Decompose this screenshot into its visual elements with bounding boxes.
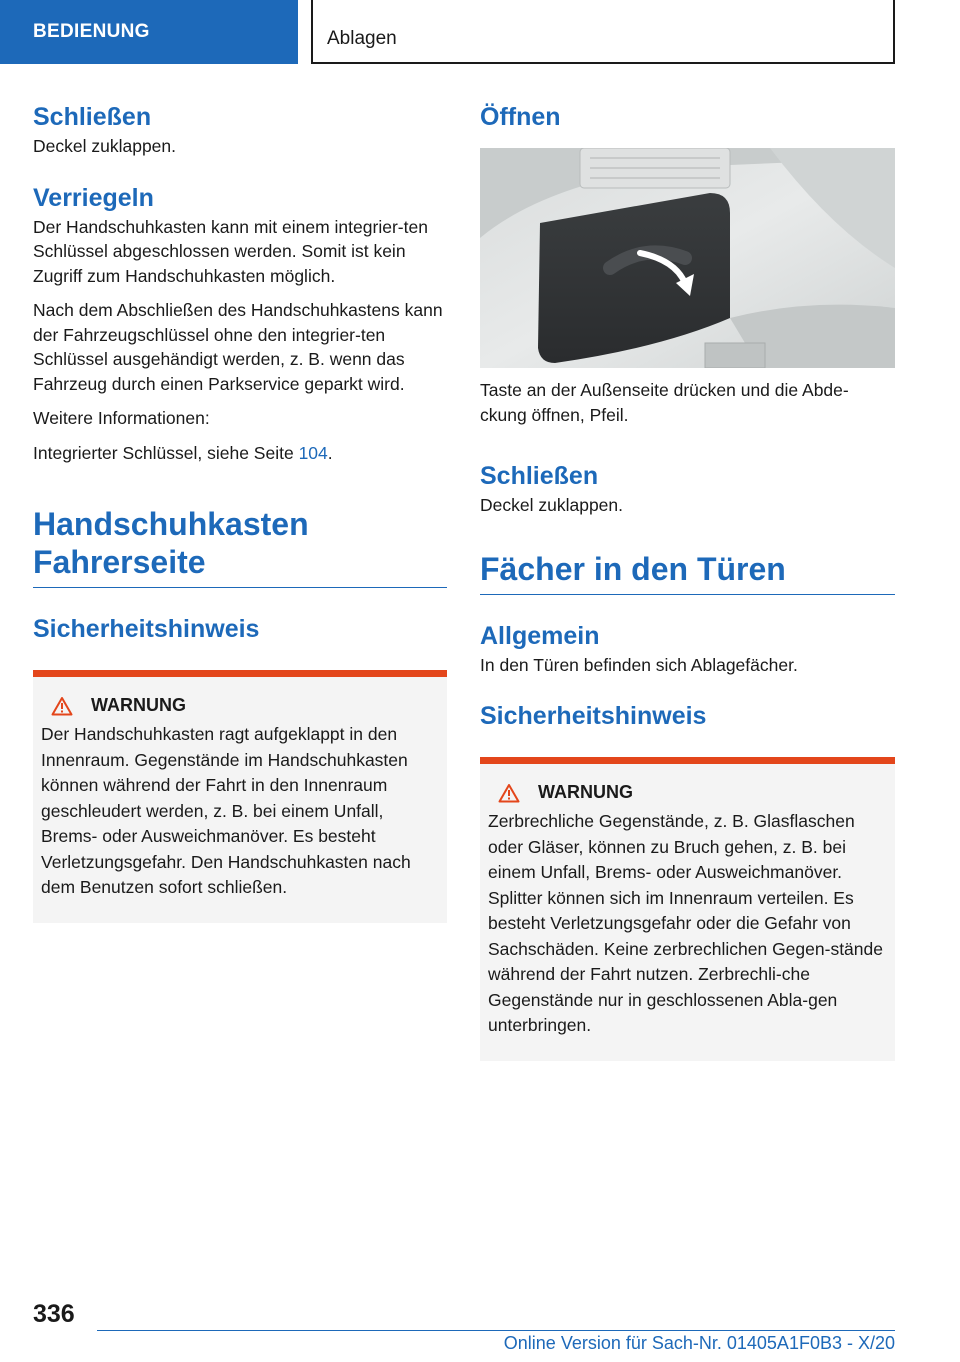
left-column <box>33 100 447 923</box>
section-tab: BEDIENUNG <box>0 0 298 64</box>
open-heading: Öffnen <box>480 103 561 131</box>
main-heading-line2: Fahrerseite <box>33 544 206 580</box>
close-heading: Schließen <box>33 103 152 131</box>
general-text: In den Türen befinden sich Ablagefächer. <box>480 654 798 675</box>
main-heading-block <box>33 505 447 588</box>
main-heading-doors <box>480 550 895 595</box>
footer-online-version: Online Version für Sach-Nr. 01405A1F0B3 - X/20 <box>503 1333 895 1353</box>
safety-heading: Sicherheitshinweis <box>33 615 260 643</box>
main-heading-doors-text: Fächer in den Türen <box>480 550 786 587</box>
open-text: Taste an der Außenseite drücken und die Abde‐ckung öffnen, Pfeil. <box>480 380 849 425</box>
page-number: 336 <box>33 1300 75 1328</box>
warning-triangle-icon <box>51 696 73 716</box>
lock-heading: Verriegeln <box>33 183 154 212</box>
safety-heading-right: Sicherheitshinweis <box>480 702 707 730</box>
page-link[interactable]: 104 <box>298 442 328 463</box>
close-heading-right: Schließen <box>480 462 599 490</box>
lock-paragraph-1: Der Handschuhkasten kann mit einem integrier‐ten Schlüssel abgeschlossen werden. Somit ist kein Zugriff zum Handschuhkasten möglich. <box>33 216 428 286</box>
glovebox-photo <box>480 148 895 368</box>
general-heading: Allgemein <box>480 621 600 650</box>
warning-header-right <box>498 782 887 803</box>
lock-paragraph-2: Nach dem Abschließen des Handschuhkastens kann der Fahrzeugschlüssel ohne den integrier‐ten Schlüssel ausgehändigt werden, z. B. wenn das Fahrzeug durch einen Parkservice geparkt wird. <box>33 300 443 394</box>
more-info-label: Weitere Informationen: <box>33 408 210 428</box>
warning-text: Der Handschuhkasten ragt aufgeklappt in den Innenraum. Gegenstände im Handschuhkasten können während der Fahrt in den Innenraum geschleudert werden, z. B. bei einem Unfall, Brems- oder Ausweichmanöver. Es besteht Verletzungsgefahr. Den Handschuhkasten nach dem Benutzen sofort schließen. <box>41 724 411 897</box>
warning-triangle-icon <box>498 783 520 803</box>
cross-reference-text: Integrierter Schlüssel, siehe Seite <box>33 442 299 463</box>
right-column <box>480 100 895 1061</box>
warning-label: WARNUNG <box>91 695 186 715</box>
warning-header <box>51 695 439 716</box>
warning-box <box>33 670 447 923</box>
cross-reference <box>33 441 447 466</box>
close-text-right: Deckel zuklappen. <box>480 495 623 515</box>
warning-label-right: WARNUNG <box>538 782 633 802</box>
cross-reference-end: . <box>327 442 333 463</box>
main-heading-line1: Handschuhkasten <box>33 506 309 542</box>
warning-text-right: Zerbrechliche Gegenstände, z. B. Glasflaschen oder Gläser, können zu Bruch gehen, z. B. bei einem Unfall, Brems- oder Ausweichmanöver. Splitter können sich im Innenraum verteilen. Es besteht Verletzungsgefahr oder die Gefahr von Sachschäden. Keine zerbrechlichen Gegen‐stände während der Fahrt nutzen. Zerbrechli‐che Gegenstände nur in geschlossenen Abla‐gen unterbringen. <box>488 811 883 1035</box>
warning-box-right <box>480 757 895 1061</box>
close-text: Deckel zuklappen. <box>33 136 176 156</box>
chapter-title: Ablagen <box>311 0 895 64</box>
footer-rule <box>97 1330 895 1331</box>
